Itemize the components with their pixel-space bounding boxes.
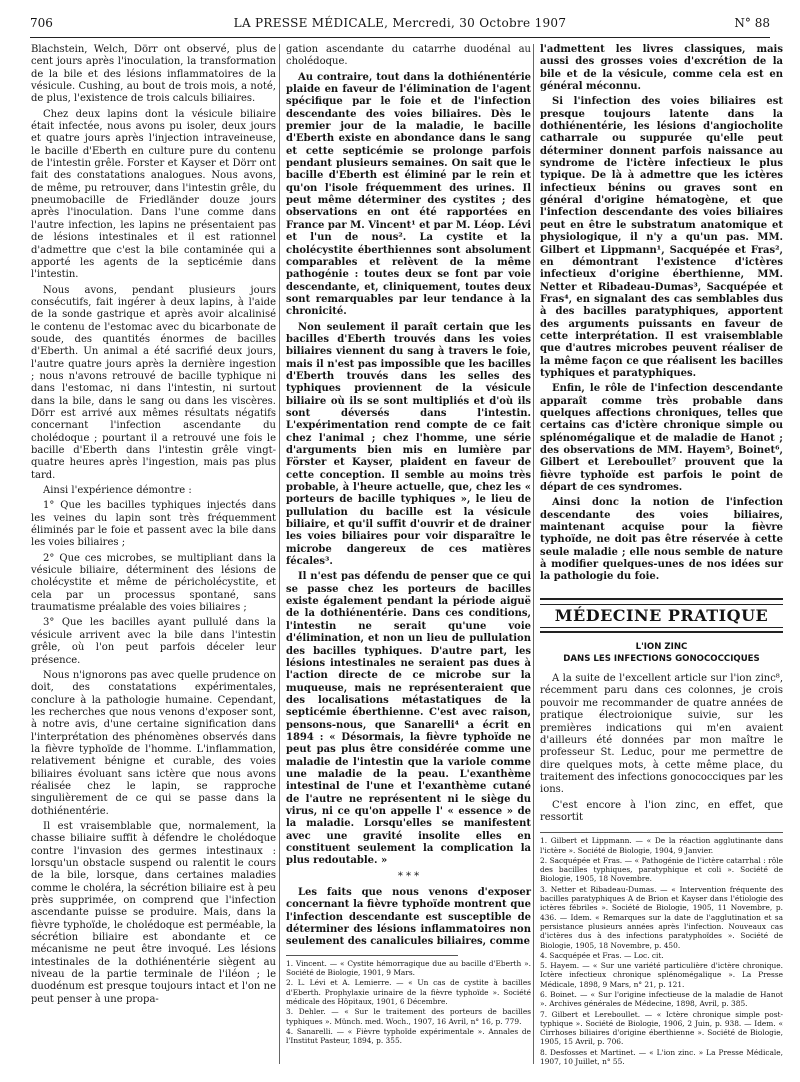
- paragraph: Au contraire, tout dans la dothiénentérie plaide en faveur de l'élimination de l'agent spécifique par le foie et de l'infection descendante des voies biliaires. Dès le premier jour de la maladie, le bacille d'Eberth existe en abondance dans le sang et cette septicémie se prolonge parfois pendant plusieurs semaines. On sait que le bacille d'Eberth est éliminé par le rein et qu'on l'isole fréquemment des urines. Il peut même déterminer des cystites ; des observations en ont été rapportées en France par M. Vincent¹ et par M. Léop. Lévi et l'un de nous². La cystite et la cholécystite éberthiennes sont absolument comparables et relèvent de la même pathogénie : toutes deux se font par voie descendante, et, cliniquement, toutes deux sont remarquables par leur tendance à la chronicité.: [286, 71, 531, 318]
- paragraph: Ainsi donc la notion de l'infection descendante des voies biliaires, maintenant acquise pour la fièvre typhoïde, ne doit pas être réservée à cette seule maladie ; elle nous semble de nature à modifier quelques-unes de nos idées sur la pathologie du foie.: [540, 497, 783, 583]
- article-subtitle: DANS LES INFECTIONS GONOCOCCIQUES: [563, 654, 760, 665]
- footnote: 4. Sacquépée et Fras. — Loc. cit.: [540, 950, 664, 960]
- paragraph: Il n'est pas défendu de penser que ce qui se passe chez les porteurs de bacilles existe également pendant la période aiguë de la dothiénentérie. Dans ces conditions, l'intestin ne serait qu'une voie d'élimination, et non un lieu de pullulation des bacilles typhiques. D'autre part, les lésions intestinales ne seraient pas dues à l'action directe de ce microbe sur la muqueuse, mais ne représenteraient que des localisations métastatiques de la septicémie éberthienne. C'est avec raison, pensons-nous, que Sanarelli⁴ a écrit en 1894 : « Désormais, la fièvre typhoïde ne peut pas plus être considérée comme une maladie de l'intestin que la variole comme une maladie de la peau. L'exanthème intestinal de l'une et l'exanthème cutané de l'autre ne représentent ni le siège du virus, ni ce qu'on appelle l' « essence » de la maladie. Lorsqu'elles se manifestent avec une gravité insolite elles en constituent seulement la complication la plus redoutable. »: [286, 571, 531, 867]
- page-header: [30, 16, 770, 38]
- paragraph: 3° Que les bacilles ayant pullulé dans la vésicule arrivent avec la bile dans l'intestin grêle, où l'on peut parfois déceler leur présence.: [31, 617, 276, 666]
- footnote: 1. Gilbert et Lippmann. — « De la réaction agglutinante dans l'ictère ». Société de Biologie, 1904, 9 Janvier.: [540, 836, 783, 855]
- paragraph: Ainsi l'expérience démontre :: [43, 485, 192, 497]
- paragraph: Il est vraisemblable que, normalement, la chasse biliaire suffit à défendre le cholédoque contre l'invasion des germes intestinaux : lorsqu'un obstacle suspend ou ralentit le cours de la bile, lorsque, dans certaines maladies comme le choléra, la sécrétion biliaire est à peu près supprimée, on comprend que l'infection ascendante puisse se produire. Mais, dans la fièvre typhoïde, le cholédoque est perméable, la sécrétion biliaire est abondante et ce mécanisme ne peut être invoqué. Les lésions intestinales de la dothiénentérie siègent au niveau de la partie terminale de l'iléon ; le duodénum est presque toujours intact et l'on ne peut penser à une propa-: [31, 820, 276, 1005]
- paragraph: 2° Que ces microbes, se multipliant dans la vésicule biliaire, déterminent des lésions de cholécystite et même de péricholécystite, et cela par un processus spontané, sans traumatisme préalable des voies biliaires ;: [31, 552, 276, 614]
- paragraph: Nous avons, pendant plusieurs jours consécutifs, fait ingérer à deux lapins, à l'aide de la sonde gastrique et après avoir alcalinisé le contenu de l'estomac avec du bicarbonate de soude, des quantités énormes de bacilles d'Eberth. Un animal a été sacrifié deux jours, l'autre quatre jours après la dernière ingestion ; nous n'avons retrouvé de bacille typhique ni dans l'estomac, ni dans l'intestin, ni surtout dans la bile, dans le sang ou dans les viscères. Dörr est arrivé aux mêmes résultats négatifs concernant l'infection ascendante du cholédoque ; pourtant il a retrouvé une fois le bacille d'Eberth dans l'intestin grêle vingt-quatre heures après l'ingestion, mais pas plus tard.: [31, 284, 276, 481]
- paragraph: gation ascendante du catarrhe duodénal au cholédoque.: [286, 44, 531, 68]
- journal-title: LA PRESSE MÉDICALE, Mercredi, 30 Octobre 1907: [233, 16, 567, 30]
- paragraph: A la suite de l'excellent article sur l'ion zinc⁸, récemment paru dans ces colonnes, je crois pouvoir me recommander de quatre années de pratique électroionique suivie, sur les premières indications qui m'en avaient d'ailleurs été données par mon maître le professeur St. Leduc, pour me permettre de dire quelques mots, à cette même place, du traitement des infections gonococciques par les ions.: [540, 673, 783, 796]
- footnote: 5. Hayem. — « Sur une variété particulière d'ictère chronique. Ictère infectieux chronique splénomégalique ». La Presse Médicale, 1898, 9 Mars, n° 21, p. 121.: [540, 961, 783, 989]
- footnote: 4. Sanarelli. — « Fièvre typhoïde expérimentale ». Annales de l'Institut Pasteur, 1894, p. 355.: [286, 1026, 531, 1046]
- paragraph: l'admettent les livres classiques, mais aussi des grosses voies d'excrétion de la bile et de la vésicule, comme cela est en général méconnu.: [540, 44, 783, 93]
- section-separator: * * *: [397, 870, 420, 882]
- footnote-rule: [286, 955, 458, 956]
- footnote: 2. Sacquépée et Fras. — « Pathogénie de l'ictère catarrhal : rôle des bacilles typhiques, paratyphique et coli ». Société de Biologie, 1905, 18 Novembre.: [540, 855, 783, 884]
- footnote: 2. L. Lévi et A. Lemierre. — « Un cas de cystite à bacilles d'Eberth. Prophylaxie urinaire de la fièvre typhoïde ». Société médicale des Hôpitaux, 1901, 6 Décembre.: [286, 978, 531, 1006]
- paragraph: Chez deux lapins dont la vésicule biliaire était infectée, nous avons pu isoler, deux jours et quatre jours après l'injection intraveineuse, le bacille d'Eberth en culture pure du contenu de l'intestin grêle. Forster et Kayser et Dörr ont fait des constatations analogues. Nous avons, de même, pu retrouver, dans l'intestin grêle, du pneumobacille de Friedländer douze jours après l'inoculation. Dans l'une comme dans l'autre infection, les lapins ne présentaient pas de lésions intestinales et il est rationnel d'admettre que c'est la bile contaminée qui a apporté les agents de la septicémie dans l'intestin.: [31, 108, 276, 281]
- footnote-rule: [540, 832, 783, 833]
- issue-number: N° 88: [734, 16, 770, 30]
- footnote: 3. Dehler. — « Sur le traitement des porteurs de bacilles typhiques ». Münch. med. Woch., 1907, 16 Avril, n° 16, p. 779.: [286, 1007, 531, 1026]
- footnote: 7. Gilbert et Lereboullet. — « Ictère chronique simple post-typhique ». Société de Biologie, 1906, 2 Juin, p. 938. — Idem. « Cirrhoses biliaires d'origine éberthienne ». Société de Biologie, 1905, 15 Avril, p. 706.: [540, 1009, 783, 1047]
- paragraph: Blachstein, Welch, Dörr ont observé, plus de cent jours après l'inoculation, la transformation de la bile et des lésions inflammatoires de la vésicule. Cushing, au bout de trois mois, a noté, de plus, l'existence de trois calculs biliaires.: [31, 44, 276, 105]
- column-3: [540, 44, 783, 1067]
- paragraph: Si l'infection des voies biliaires est presque toujours latente dans la dothiénentérie, les lésions d'angiocholite catharrale ou suppurée qu'elle peut déterminer donnent parfois naissance au syndrome de l'ictère infectieux le plus typique. De là à admettre que les ictères infectieux bénins ou graves sont en général d'origine hématogène, et que l'infection descendante des voies biliaires peut en être le substratum anatomique et physiologique, il n'y a qu'un pas. MM. Gilbert et Lippmann¹, Sacquépée et Fras², en démontrant l'existence d'ictères infectieux d'origine éberthienne, MM. Netter et Ribadeau-Dumas³, Sacquépée et Fras⁴, en signalant des cas semblables dus à des bacilles paratyphiques, apportent des arguments puissants en faveur de cette interprétation. Il est vraisemblable que d'autres microbes peuvent réaliser de la même façon ce que réalisent les bacilles typhiques et paratyphiques.: [540, 96, 783, 379]
- section-title: MÉDECINE PRATIQUE: [540, 604, 783, 628]
- column-1: [31, 44, 276, 1009]
- footnote: 1. Vincent. — « Cystite hémorragique due au bacille d'Eberth ». Société de Biologie, 1901, 9 Mars.: [286, 958, 531, 978]
- paragraph: Nous n'ignorons pas avec quelle prudence on doit, des constatations expérimentales, conclure à la pathologie humaine. Cependant, les recherches que nous venons d'exposer sont, à notre avis, d'une certaine signification dans l'interprétation des phénomènes observés dans la fièvre typhoïde de l'homme. L'inflammation, relativement bénigne et curable, des voies biliaires évoluant sans ictère que nous avons réalisée chez le lapin, se rapproche singulièrement de ce qui se passe dans la dothiénentérie.: [31, 669, 276, 817]
- paragraph: 1° Que les bacilles typhiques injectés dans les veines du lapin sont très fréquemment éliminés par le foie et passent avec la bile dans les voies biliaires ;: [31, 500, 276, 549]
- paragraph: C'est encore à l'ion zinc, en effet, que ressortit: [540, 799, 783, 823]
- paragraph: Non seulement il paraît certain que les bacilles d'Eberth trouvés dans les voies biliaires viennent du sang à travers le foie, mais il n'est pas impossible que les bacilles d'Eberth trouvés dans les selles des typhiques proviennent de la vésicule biliaire où ils se sont multipliés et d'où ils sont déversés dans l'intestin. L'expérimentation rend compte de ce fait chez l'animal ; chez l'homme, une série d'arguments bien mis en lumière par Förster et Kayser, plaident en faveur de cette conception. Il semble au moins très probable, à l'heure actuelle, que, chez les « porteurs de bacille typhiques », le lieu de pullulation du bacille est la vésicule biliaire, et qu'il suffit d'ouvrir et de drainer les voies biliaires pour voir disparaître le microbe dangereux de ces matières fécales³.: [286, 321, 531, 568]
- column-divider: [279, 44, 280, 1064]
- section-heading-band: [540, 598, 783, 633]
- article-title: L'ION ZINC: [635, 642, 688, 653]
- page-number: 706: [30, 16, 53, 30]
- footnote: 6. Boinet. — « Sur l'origine infectieuse de la maladie de Hanot ». Archives générales de Médecine, 1898, Avril, p. 385.: [540, 990, 783, 1009]
- footnote: 3. Netter et Ribadeau-Dumas. — « Intervention fréquente des bacilles paratyphiques A de Brion et Kayser dans l'étiologie des ictères fébriles ». Société de Biologie, 1905, 11 Novembre, p. 436. — Idem. « Remarques sur la date de l'agglutination et sa persistance plusieurs années après l'infection. Nouveaux cas d'ictères dus à des infections paratyphoïdes ». Société de Biologie, 1905, 18 Novembre, p. 450.: [540, 884, 783, 950]
- paragraph: Enfin, le rôle de l'infection descendante apparaît comme très probable dans quelques affections chroniques, telles que certains cas d'ictère chronique simple ou splénomégalique et de maladie de Hanot ; des observations de MM. Hayem⁵, Boinet⁶, Gilbert et Lereboullet⁷ prouvent que la fièvre typhoïde est parfois le point de départ de ces syndromes.: [540, 383, 783, 494]
- paragraph: Les faits que nous venons d'exposer concernant la fièvre typhoïde montrent que l'infection descendante est susceptible de déterminer des lésions inflammatoires non seulement des canalicules biliaires, comme: [286, 887, 531, 948]
- footnote: 8. Desfosses et Martinet. — « L'ion zinc. » La Presse Médicale, 1907, 10 Juillet, n° 55.: [540, 1047, 783, 1067]
- column-divider: [533, 44, 534, 1064]
- column-2: [286, 44, 531, 1046]
